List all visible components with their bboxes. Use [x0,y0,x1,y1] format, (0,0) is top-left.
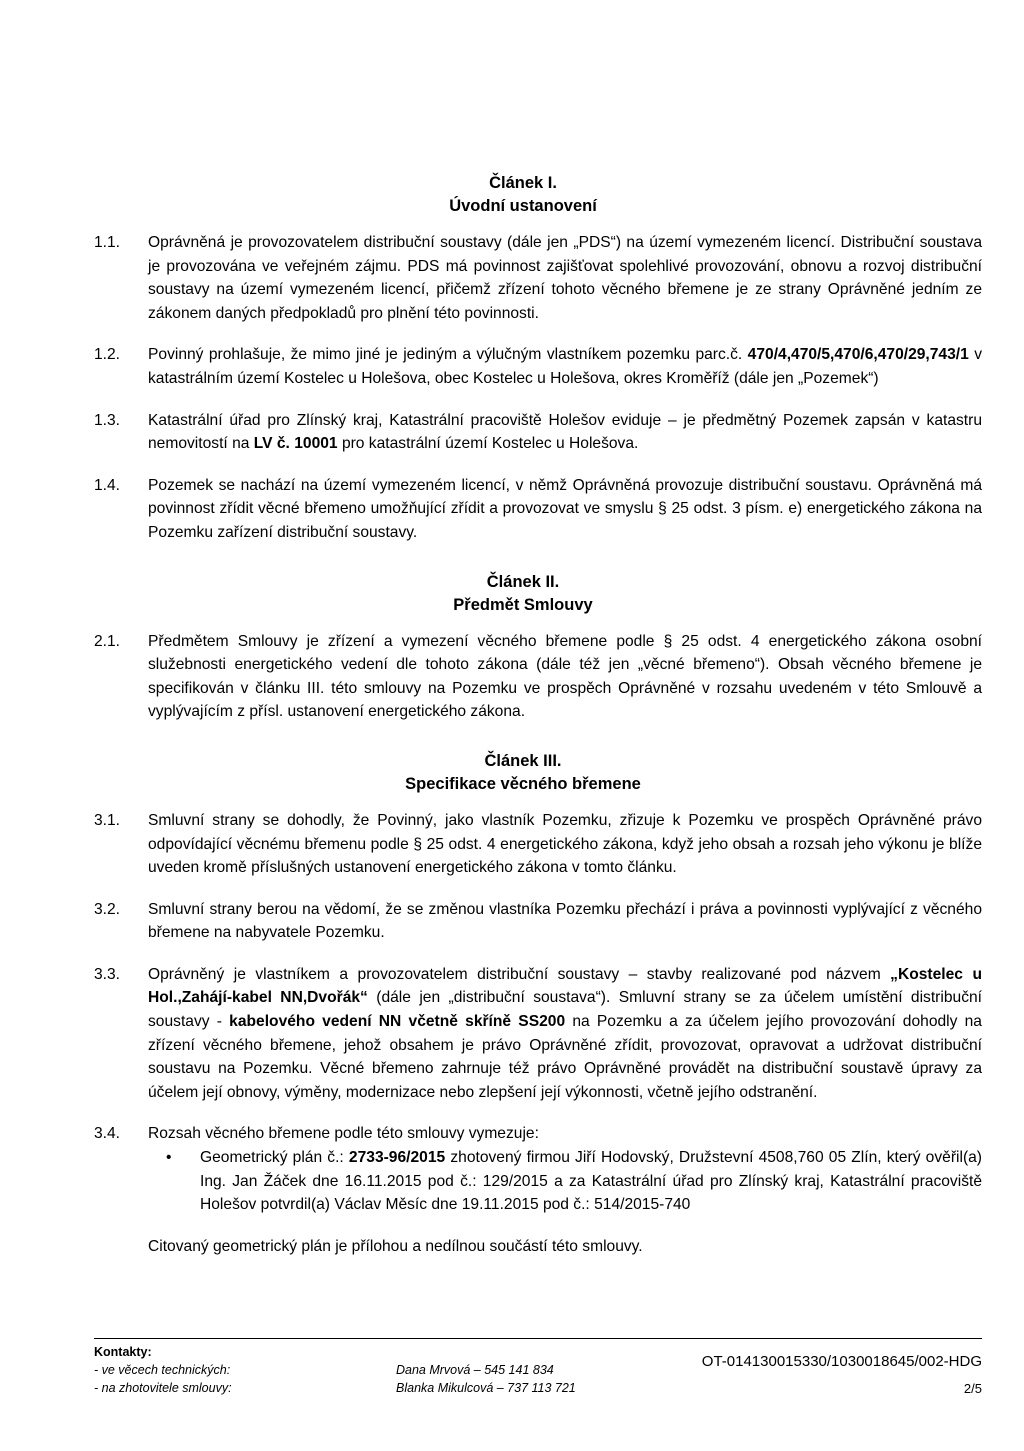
paragraph-text: Smluvní strany berou na vědomí, že se změnou vlastníka Pozemku přechází i práva a povinnosti vyplývající z věcného břemene na nabyvatele Pozemku. [148,900,982,942]
paragraph-1-4 [94,474,982,545]
page-number: 2/5 [963,1381,982,1396]
paragraph-text: Katastrální úřad pro Zlínský kraj, Katastrální pracoviště Holešov eviduje – je předmětný Pozemek zapsán v katastru nemovitostí na LV č. 10001 pro katastrální území Kostelec u Holešova. [148,411,982,453]
paragraph-2-1 [94,630,982,724]
paragraph-text: Oprávněný je vlastníkem a provozovatelem distribuční soustavy – stavby realizované pod názvem „Kostelec u Hol.,Zahájí-kabel NN,Dvořák“ (dále jen „distribuční soustava“). Smluvní strany se za účelem umístění distribuční soustavy - kabelového vedení NN včetně skříně SS200 na Pozemku a za účelem jejího provozování dohodly na zřízení věcného břemene, jehož obsahem je právo Oprávněné zřídit, provozovat, opravovat a udržovat distribuční soustavu na Pozemku. Věcné břemeno zahrnuje též právo Oprávněné provádět na distribuční soustavě úpravy za účelem její obnovy, výměny, modernizace nebo zlepšení její výkonnosti, včetně jejího odstranění. [148,965,982,1101]
paragraph-1-2 [94,343,982,390]
article-1-heading [154,172,892,218]
paragraph-3-2 [94,898,982,945]
geometric-plan-number: 2733-96/2015 [348,1149,446,1167]
paragraph-number: 3.2. [94,900,121,918]
paragraph-number: 3.1. [94,811,121,829]
paragraph-text: Předmětem Smlouvy je zřízení a vymezení věcného břemene podle § 25 odst. 4 energetického zákona osobní služebnosti energetického vedení dle tohoto zákona (dále též jen „věcné břemeno“). Obsah věcného břemene je specifikován v článku III. této smlouvy na Pozemku ve prospěch Oprávněné v rozsahu uvedeném v této Smlouvě a vyplývajícím z přísl. ustanovení energetického zákona. [148,632,982,721]
article-3-title: Článek III. [484,751,562,770]
article-2-subtitle: Předmět Smlouvy [453,595,593,614]
paragraph-number: 1.2. [94,346,121,364]
parcel-numbers: 470/4,470/5,470/6,470/29,743/1 [747,346,969,364]
construction-name: „Kostelec u Hol.,Zahájí-kabel NN,Dvořák“ [148,965,982,1007]
contacts-label: Kontakty: [94,1345,152,1359]
article-1-subtitle: Úvodní ustanovení [449,197,597,215]
paragraph-text: Oprávněná je provozovatelem distribuční soustavy (dále jen „PDS“) na území vymezeném licencí. Distribuční soustava je provozována ve veřejném zájmu. PDS má povinnost zajišťovat spolehlivé provozování, obnovu a rozvoj distribuční soustavy na území vymezeném licencí, přičemž zřízení tohoto věcného břemene je ze strany Oprávněné jedním ze zákonem daných předpokladů pro plnění této povinnosti. [148,234,982,322]
paragraph-text: Smluvní strany se dohodly, že Povinný, jako vlastník Pozemku, zřizuje k Pozemku ve prospěch Oprávněné právo odpovídající věcnému břemenu podle § 25 odst. 4 energetického zákona, když jeho obsah a rozsah jeho výkonu je blíže uveden kromě příslušných ustanovení energetického zákona v tomto článku. [148,811,982,877]
page-footer [94,1338,982,1396]
tech-contact-person: Dana Mrvová – 545 141 834 [396,1363,554,1377]
paragraph-1-1 [94,231,982,325]
paragraph-text: Povinný prohlašuje, že mimo jiné je jediným a výlučným vlastníkem pozemku parc.č. 470/4,470/5,470/6,470/29,743/1 v katastrálním území Kostelec u Holešova, obec Kostelec u Holešova, okres Kroměříž (dále jen „Pozemek“) [148,346,983,387]
article-3-subtitle: Specifikace věcného břemene [405,774,641,793]
article-1-title: Článek I. [489,174,557,192]
maker-contact-label: - na zhotovitele smlouvy: [94,1381,232,1395]
scope-list [148,1146,982,1217]
paragraph-number: 1.4. [94,476,121,494]
bullet-icon: • [166,1149,172,1167]
paragraph-3-1 [94,809,982,880]
paragraph-number: 3.3. [94,965,121,983]
footer-divider [94,1338,982,1339]
paragraph-3-4 [94,1122,982,1258]
maker-contact-person: Blanka Mikulcová – 737 113 721 [396,1381,576,1395]
lv-number: 10001 [294,435,338,453]
paragraph-number: 3.4. [94,1125,121,1143]
paragraph-text: Pozemek se nachází na území vymezeném licencí, v němž Oprávněná provozuje distribuční soustavu. Oprávněná má povinnost zřídit věcné břemeno umožňující zřídit a provozovat ve smyslu § 25 odst. 3 písm. e) energetického zákona na Pozemku zařízení distribuční soustavy. [148,476,982,541]
cable-description: kabelového vedení NN včetně skříně SS200 [229,1013,566,1031]
paragraph-1-3 [94,409,982,456]
lv-label: LV č. [253,435,290,453]
article-2-title: Článek II. [486,572,560,591]
paragraph-text: Rozsah věcného břemene podle této smlouvy vymezuje: [148,1125,539,1143]
closing-sentence: Citovaný geometrický plán je přílohou a nedílnou součástí této smlouvy. [148,1237,643,1255]
paragraph-number: 1.1. [94,234,121,251]
article-3-heading [154,750,892,796]
document-body [94,172,982,1258]
article-2-heading [154,571,892,617]
paragraph-3-3 [94,963,982,1105]
paragraph-number: 1.3. [94,411,121,429]
list-item: • Geometrický plán č.: 2733-96/2015 zhotovený firmou Jiří Hodovský, Družstevní 4508,760 05 Zlín, který ověřil(a) Ing. Jan Žáček dne 16.11.2015 pod č.: 129/2015 a za Katastrální úřad pro Zlínský kraj, Katastrální pracoviště Holešov potvrdil(a) Václav Měsíc dne 19.11.2015 pod č.: 514/2015-740 [148,1146,982,1217]
tech-contact-label: - ve věcech technických: [94,1363,231,1377]
paragraph-number: 2.1. [94,632,121,650]
document-id: OT-014130015330/1030018645/002-HDG [701,1353,982,1370]
